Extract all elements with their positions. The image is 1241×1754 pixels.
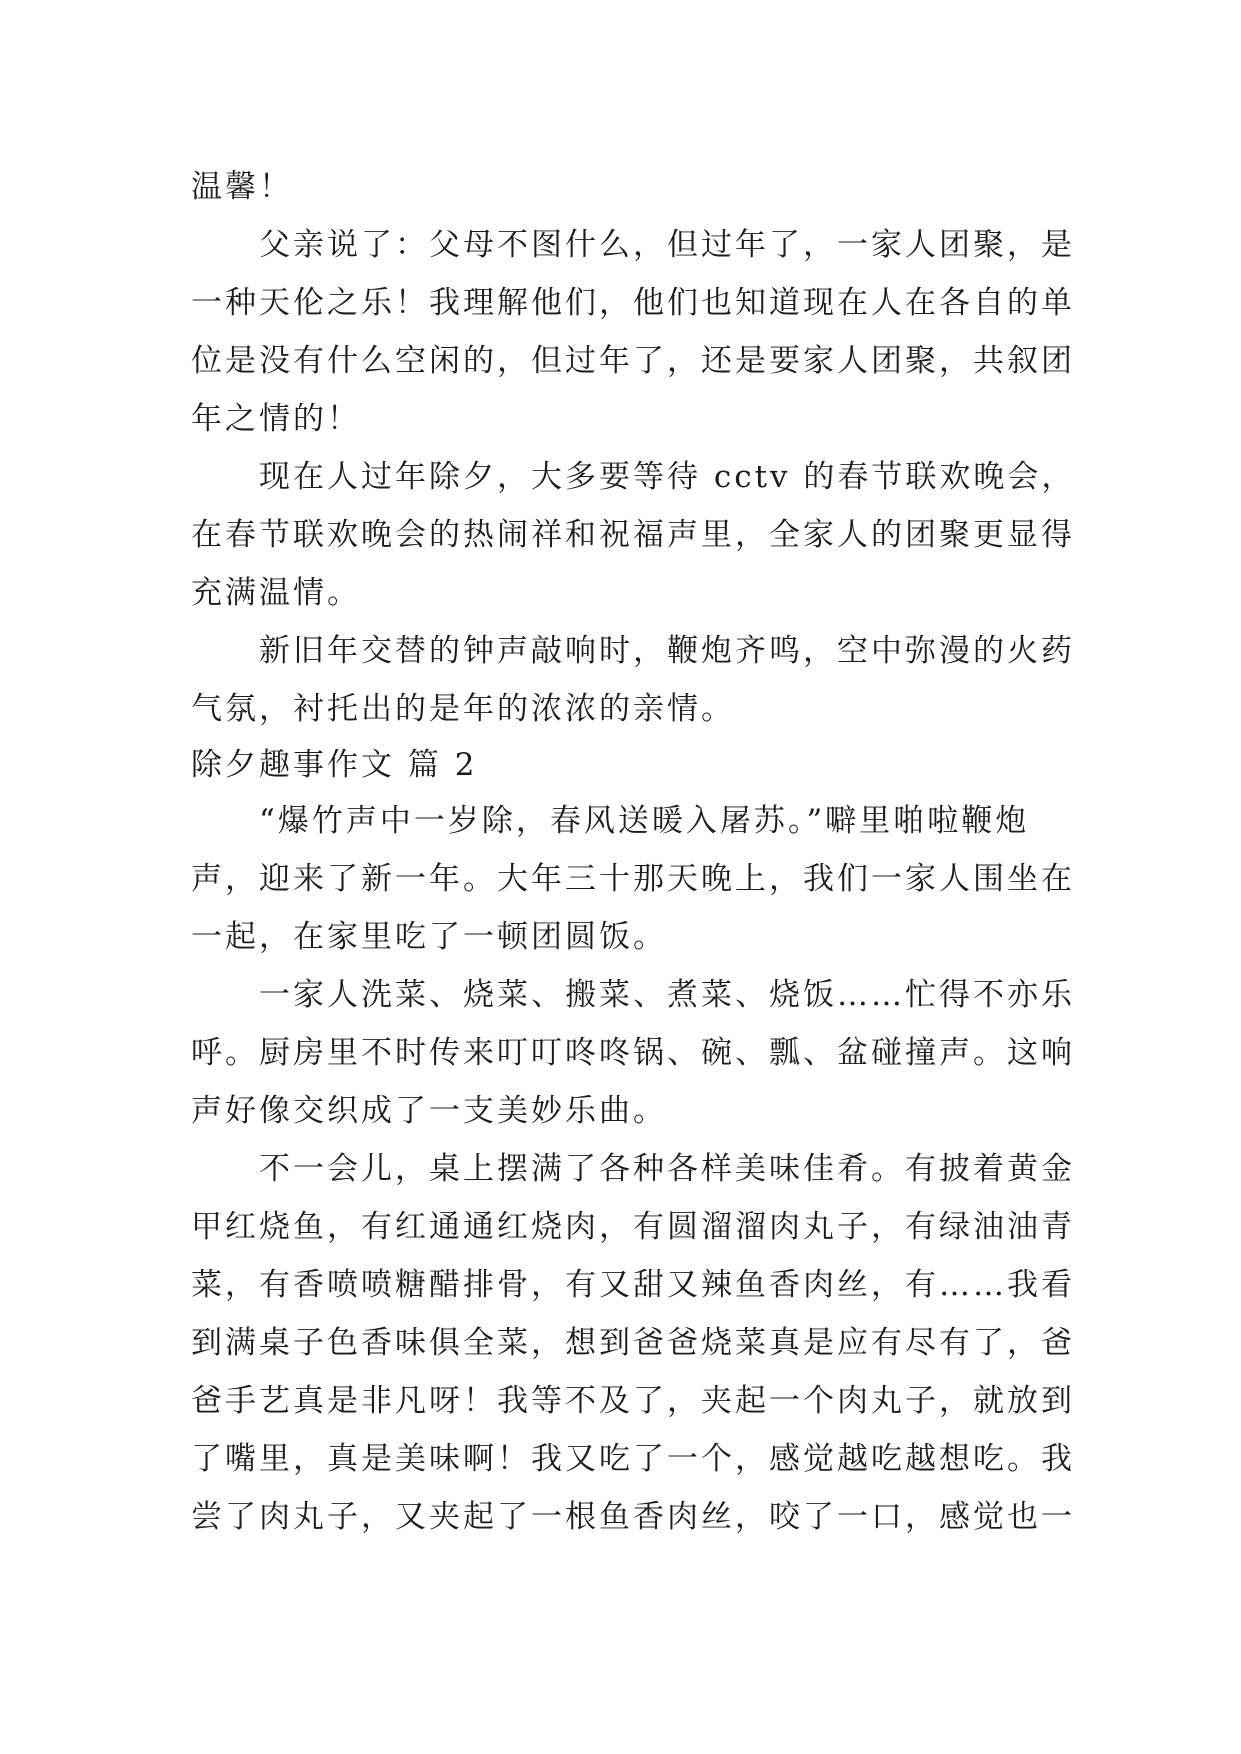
text-line: 一种天伦之乐！我理解他们，他们也知道现在人在各自的单 [191,285,1075,321]
text-line: 爸手艺真是非凡呀！我等不及了，夹起一个肉丸子，就放到 [191,1383,1075,1419]
paragraph-start-line: 不一会儿，桌上摆满了各种各样美味佳肴。有披着黄金 [259,1151,1075,1187]
text-line: 声，迎来了新一年。大年三十那天晚上，我们一家人围坐在 [191,861,1075,897]
text-line: 在春节联欢晚会的热闹祥和祝福声里，全家人的团聚更显得 [191,517,1075,553]
text-line: 位是没有什么空闲的，但过年了，还是要家人团聚，共叙团 [191,343,1075,379]
text-line: 充满温情。 [191,575,361,611]
section-heading: 除夕趣事作文 篇 2 [191,747,478,783]
paragraph-start-line: 新旧年交替的钟声敲响时，鞭炮齐鸣，空中弥漫的火药 [259,633,1075,669]
text-line: 呼。厨房里不时传来叮叮咚咚锅、碗、瓢、盆碰撞声。这响 [191,1035,1075,1071]
text-line: 温馨！ [191,169,293,205]
text-line: 气氛，衬托出的是年的浓浓的亲情。 [191,691,735,727]
text-line: 尝了肉丸子，又夹起了一根鱼香肉丝，咬了一口，感觉也一 [191,1499,1075,1535]
text-line: 到满桌子色香味俱全菜，想到爸爸烧菜真是应有尽有了，爸 [191,1325,1075,1361]
text-line: 甲红烧鱼，有红通通红烧肉，有圆溜溜肉丸子，有绿油油青 [191,1209,1075,1245]
document-body [191,158,1076,1546]
text-line: 声好像交织成了一支美妙乐曲。 [191,1093,667,1129]
text-line: 菜，有香喷喷糖醋排骨，有又甜又辣鱼香肉丝，有……我看 [191,1267,1075,1303]
paragraph-start-line: “爆竹声中一岁除，春风送暖入屠苏。”噼里啪啦鞭炮 [259,803,1030,839]
paragraph-start-line: 一家人洗菜、烧菜、搬菜、煮菜、烧饭……忙得不亦乐 [259,977,1075,1013]
paragraph-start-line: 父亲说了：父母不图什么，但过年了，一家人团聚，是 [259,227,1075,263]
text-line: 一起，在家里吃了一顿团圆饭。 [191,919,667,955]
text-line: 了嘴里，真是美味啊！我又吃了一个，感觉越吃越想吃。我 [191,1441,1075,1477]
paragraph-start-line: 现在人过年除夕，大多要等待 cctv 的春节联欢晚会， [259,459,1076,495]
text-line: 年之情的！ [191,401,361,437]
